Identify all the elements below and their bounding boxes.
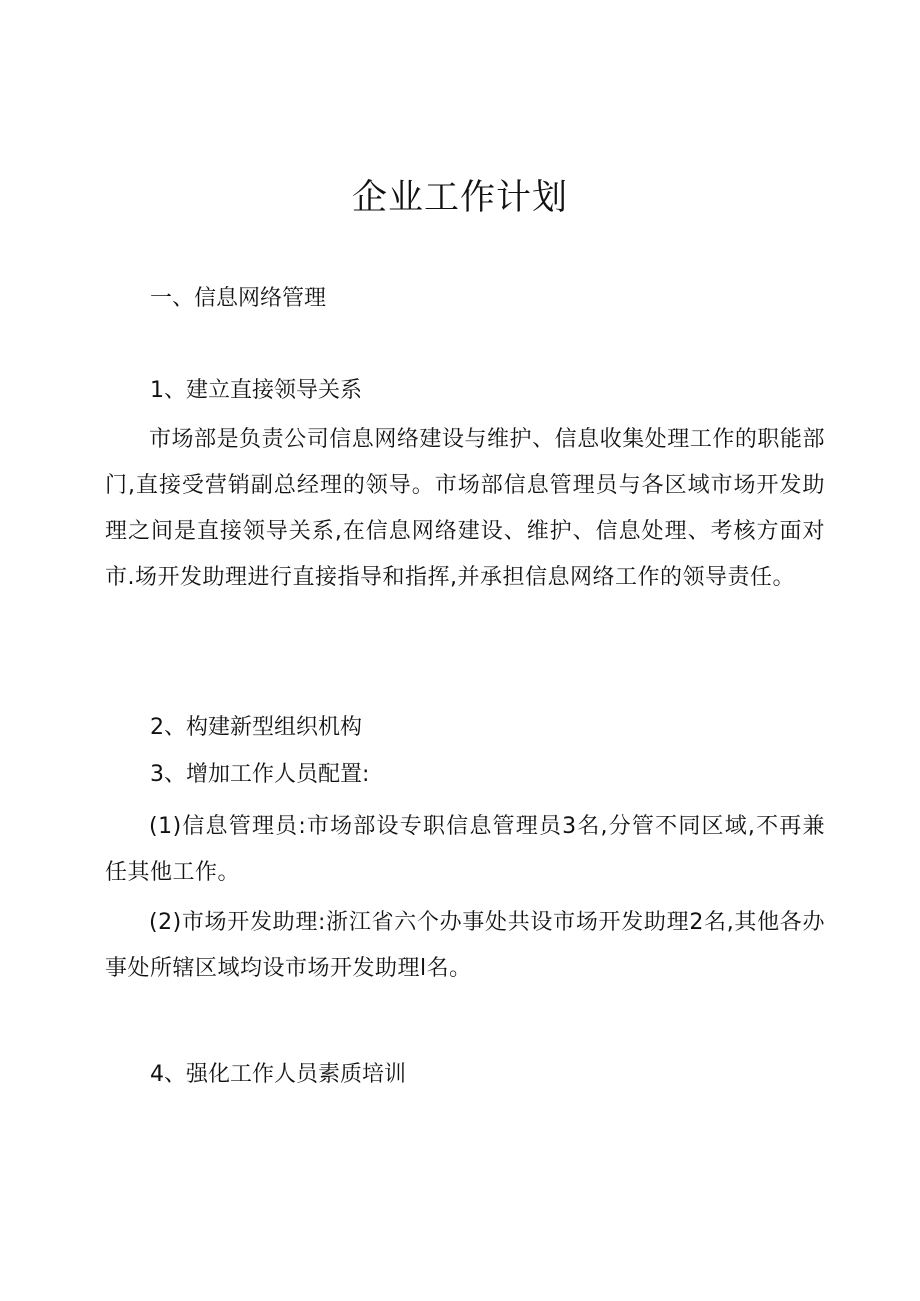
paragraph-information-administrator: (1)信息管理员:市场部设专职信息管理员3名,分管不同区域,不再兼任其他工作。	[105, 814, 825, 885]
paragraph-market-development-assistant: (2)市场开发助理:浙江省六个办事处共设市场开发助理2名,其他各办事处所辖区域均设市场开发助理l名。	[105, 910, 825, 981]
paragraph-direct-leadership: 市场部是负责公司信息网络建设与维护、信息收集处理工作的职能部门,直接受营销副总经理的领导。市场部信息管理员与各区域市场开发助理之间是直接领导关系,在信息网络建设、维护、信息处理、考核方面对市.场开发助理进行直接指导和指挥,并承担信息网络工作的领导责任。	[105, 427, 825, 590]
page-title: 企业工作计划	[351, 178, 568, 218]
item-heading-new-organization: 2、构建新型组织机构	[150, 715, 362, 740]
item-heading-direct-leadership: 1、建立直接领导关系	[150, 378, 362, 403]
item-heading-staff-allocation: 3、增加工作人员配置:	[150, 762, 370, 787]
item-heading-staff-training: 4、强化工作人员素质培训	[150, 1062, 406, 1087]
section-heading-information-network: 一、信息网络管理	[150, 286, 327, 311]
